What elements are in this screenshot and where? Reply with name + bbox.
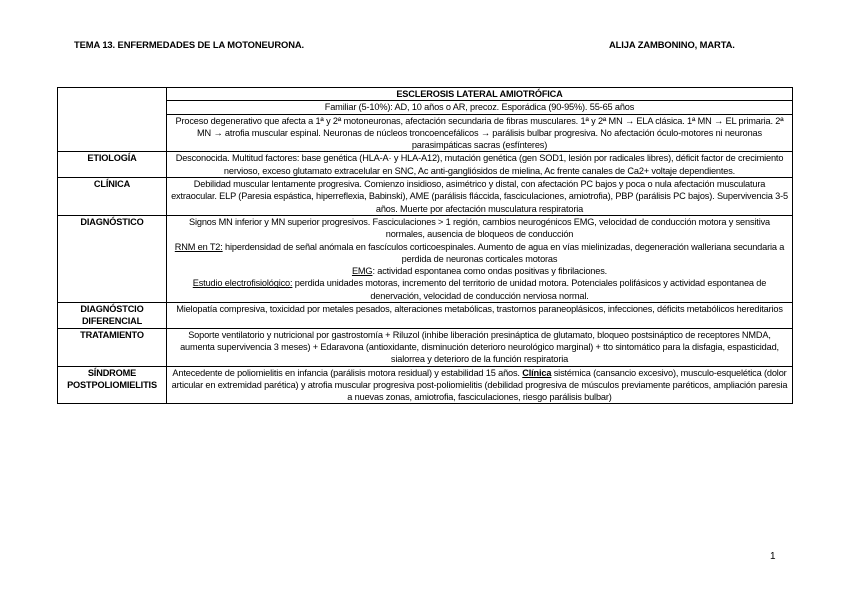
row-label-diagnostico: DIAGNÓSTICO bbox=[58, 215, 167, 302]
page-number: 1 bbox=[770, 551, 776, 562]
table-row bbox=[58, 101, 793, 114]
electro-line bbox=[171, 277, 788, 302]
author-name: ALIJA ZAMBONINO, MARTA. bbox=[609, 39, 735, 50]
electro-label: Estudio electrofisiológico: bbox=[192, 278, 293, 289]
emg-line bbox=[171, 265, 788, 277]
rnm-line bbox=[171, 241, 788, 266]
rnm-text: hiperdensidad de señal anómala en fascículos corticoespinales. Aumento de agua en vías mielinizadas, degeneración walleriana secundaria a perdida de neuronas corticales motoras bbox=[222, 241, 785, 264]
postpolio-cell bbox=[167, 366, 793, 404]
emg-text: : actividad espontanea como ondas positivas y fibrilaciones. bbox=[372, 266, 608, 277]
document-title: TEMA 13. ENFERMEDADES DE LA MOTONEURONA. bbox=[74, 39, 305, 50]
epidemiology-cell: Familiar (5-10%): AD, 10 años o AR, precoz. Esporádica (90-95%). 55-65 años bbox=[167, 101, 793, 114]
table-row bbox=[58, 366, 793, 404]
electro-text: perdida unidades motoras, incremento del territorio de unidad motora. Potenciales polifásicos y actividad espontanea de denervación, velocidad de conducción nerviosa normal. bbox=[292, 278, 767, 301]
table-title: ESCLEROSIS LATERAL AMIOTRÓFICA bbox=[167, 88, 793, 101]
etiologia-cell: Desconocida. Multitud factores: base genética (HLA-A· y HLA-A12), mutación genética (gen SOD1, lesión por radicales libres), déficit factor de crecimiento nervioso, exceso glutamato extracelular en SNC, Ac anti-gangliósidos de mielina, Ac frente canales de Ca2+ voltaje dependientes. bbox=[167, 152, 793, 178]
row-label-tratamiento: TRATAMIENTO bbox=[58, 328, 167, 366]
ela-summary-table bbox=[57, 87, 793, 404]
table-row bbox=[58, 303, 793, 329]
table-row bbox=[58, 328, 793, 366]
table-row bbox=[58, 215, 793, 302]
rnm-label: RNM en T2: bbox=[174, 241, 223, 252]
diagnostico-cell bbox=[167, 215, 793, 302]
diagnostico-criteria: Signos MN inferior y MN superior progresivos. Fasciculaciones > 1 región, cambios neurogénicos EMG, velocidad de conducción motora y sensitiva normales, ausencia de bloqueos de conducción bbox=[188, 216, 771, 240]
row-label-diagnostico-diferencial: DIAGNÓSTCIO DIFERENCIAL bbox=[58, 303, 167, 329]
table-row bbox=[58, 114, 793, 152]
table-row bbox=[58, 178, 793, 216]
empty-label-cell bbox=[58, 88, 167, 152]
tratamiento-cell: Soporte ventilatorio y nutricional por gastrostomía + Riluzol (inhibe liberación presináptica de glutamato, bloqueo postsináptico de receptores NMDA, aumenta supervivencia 3 meses) + Edaravona (antioxidante, disminución deterioro neurológico marginal) + tto sintomático para la disfagia, espasticidad, sialorrea y deterioro de la función respiratoria bbox=[167, 328, 793, 366]
emg-label: EMG bbox=[351, 266, 373, 277]
definition-cell: Proceso degenerativo que afecta a 1ª y 2ª motoneuronas, afectación secundaria de fibras musculares. 1ª y 2ª MN → ELA clásica. 1ª MN → EL primaria. 2ª MN → atrofia muscular espinal. Neuronas de núcleos troncoencefálicos → parálisis bulbar progresiva. No afectación óculo-motores ni neuronas parasimpáticas sacras (esfínteres) bbox=[167, 114, 793, 152]
table-row bbox=[58, 152, 793, 178]
clinica-cell: Debilidad muscular lentamente progresiva. Comienzo insidioso, asimétrico y distal, con afectación PC bajos y poca o nula afectación musculatura extraocular. ELP (Paresia espástica, hiperreflexia, Babinski), AME (parálisis fláccida, fasciculaciones, amiotrofia), PBP (parálisis PC bajos). Supervivencia 3-5 años. Muerte por afectación musculatura respiratoria bbox=[167, 178, 793, 216]
postpolio-text-1: Antecedente de poliomielitis en infancia (parálisis motora residual) y estabilidad 15 años. bbox=[172, 367, 523, 378]
diagnostico-diferencial-cell: Mielopatía compresiva, toxicidad por metales pesados, alteraciones metabólicas, trastornos paraneoplásicos, infecciones, déficits metabólicos hereditarios bbox=[167, 303, 793, 329]
row-label-etiologia: ETIOLOGÍA bbox=[58, 152, 167, 178]
postpolio-clinica-label: Clínica bbox=[522, 367, 552, 378]
row-label-clinica: CLÍNICA bbox=[58, 178, 167, 216]
row-label-postpolio: SÍNDROME POSTPOLIOMIELITIS bbox=[58, 366, 167, 404]
table-row bbox=[58, 88, 793, 101]
postpolio-text-2: sistémica (cansancio excesivo), musculo-esquelética (dolor articular en extremidad parética) y atrofia muscular progresiva post-poliomielitis (debilidad progresiva de músculos previamente paréticos, ampliación paresia a nuevas zonas, amiotrofia, fasciculaciones, riesgo parálisis bulbar) bbox=[171, 367, 788, 403]
